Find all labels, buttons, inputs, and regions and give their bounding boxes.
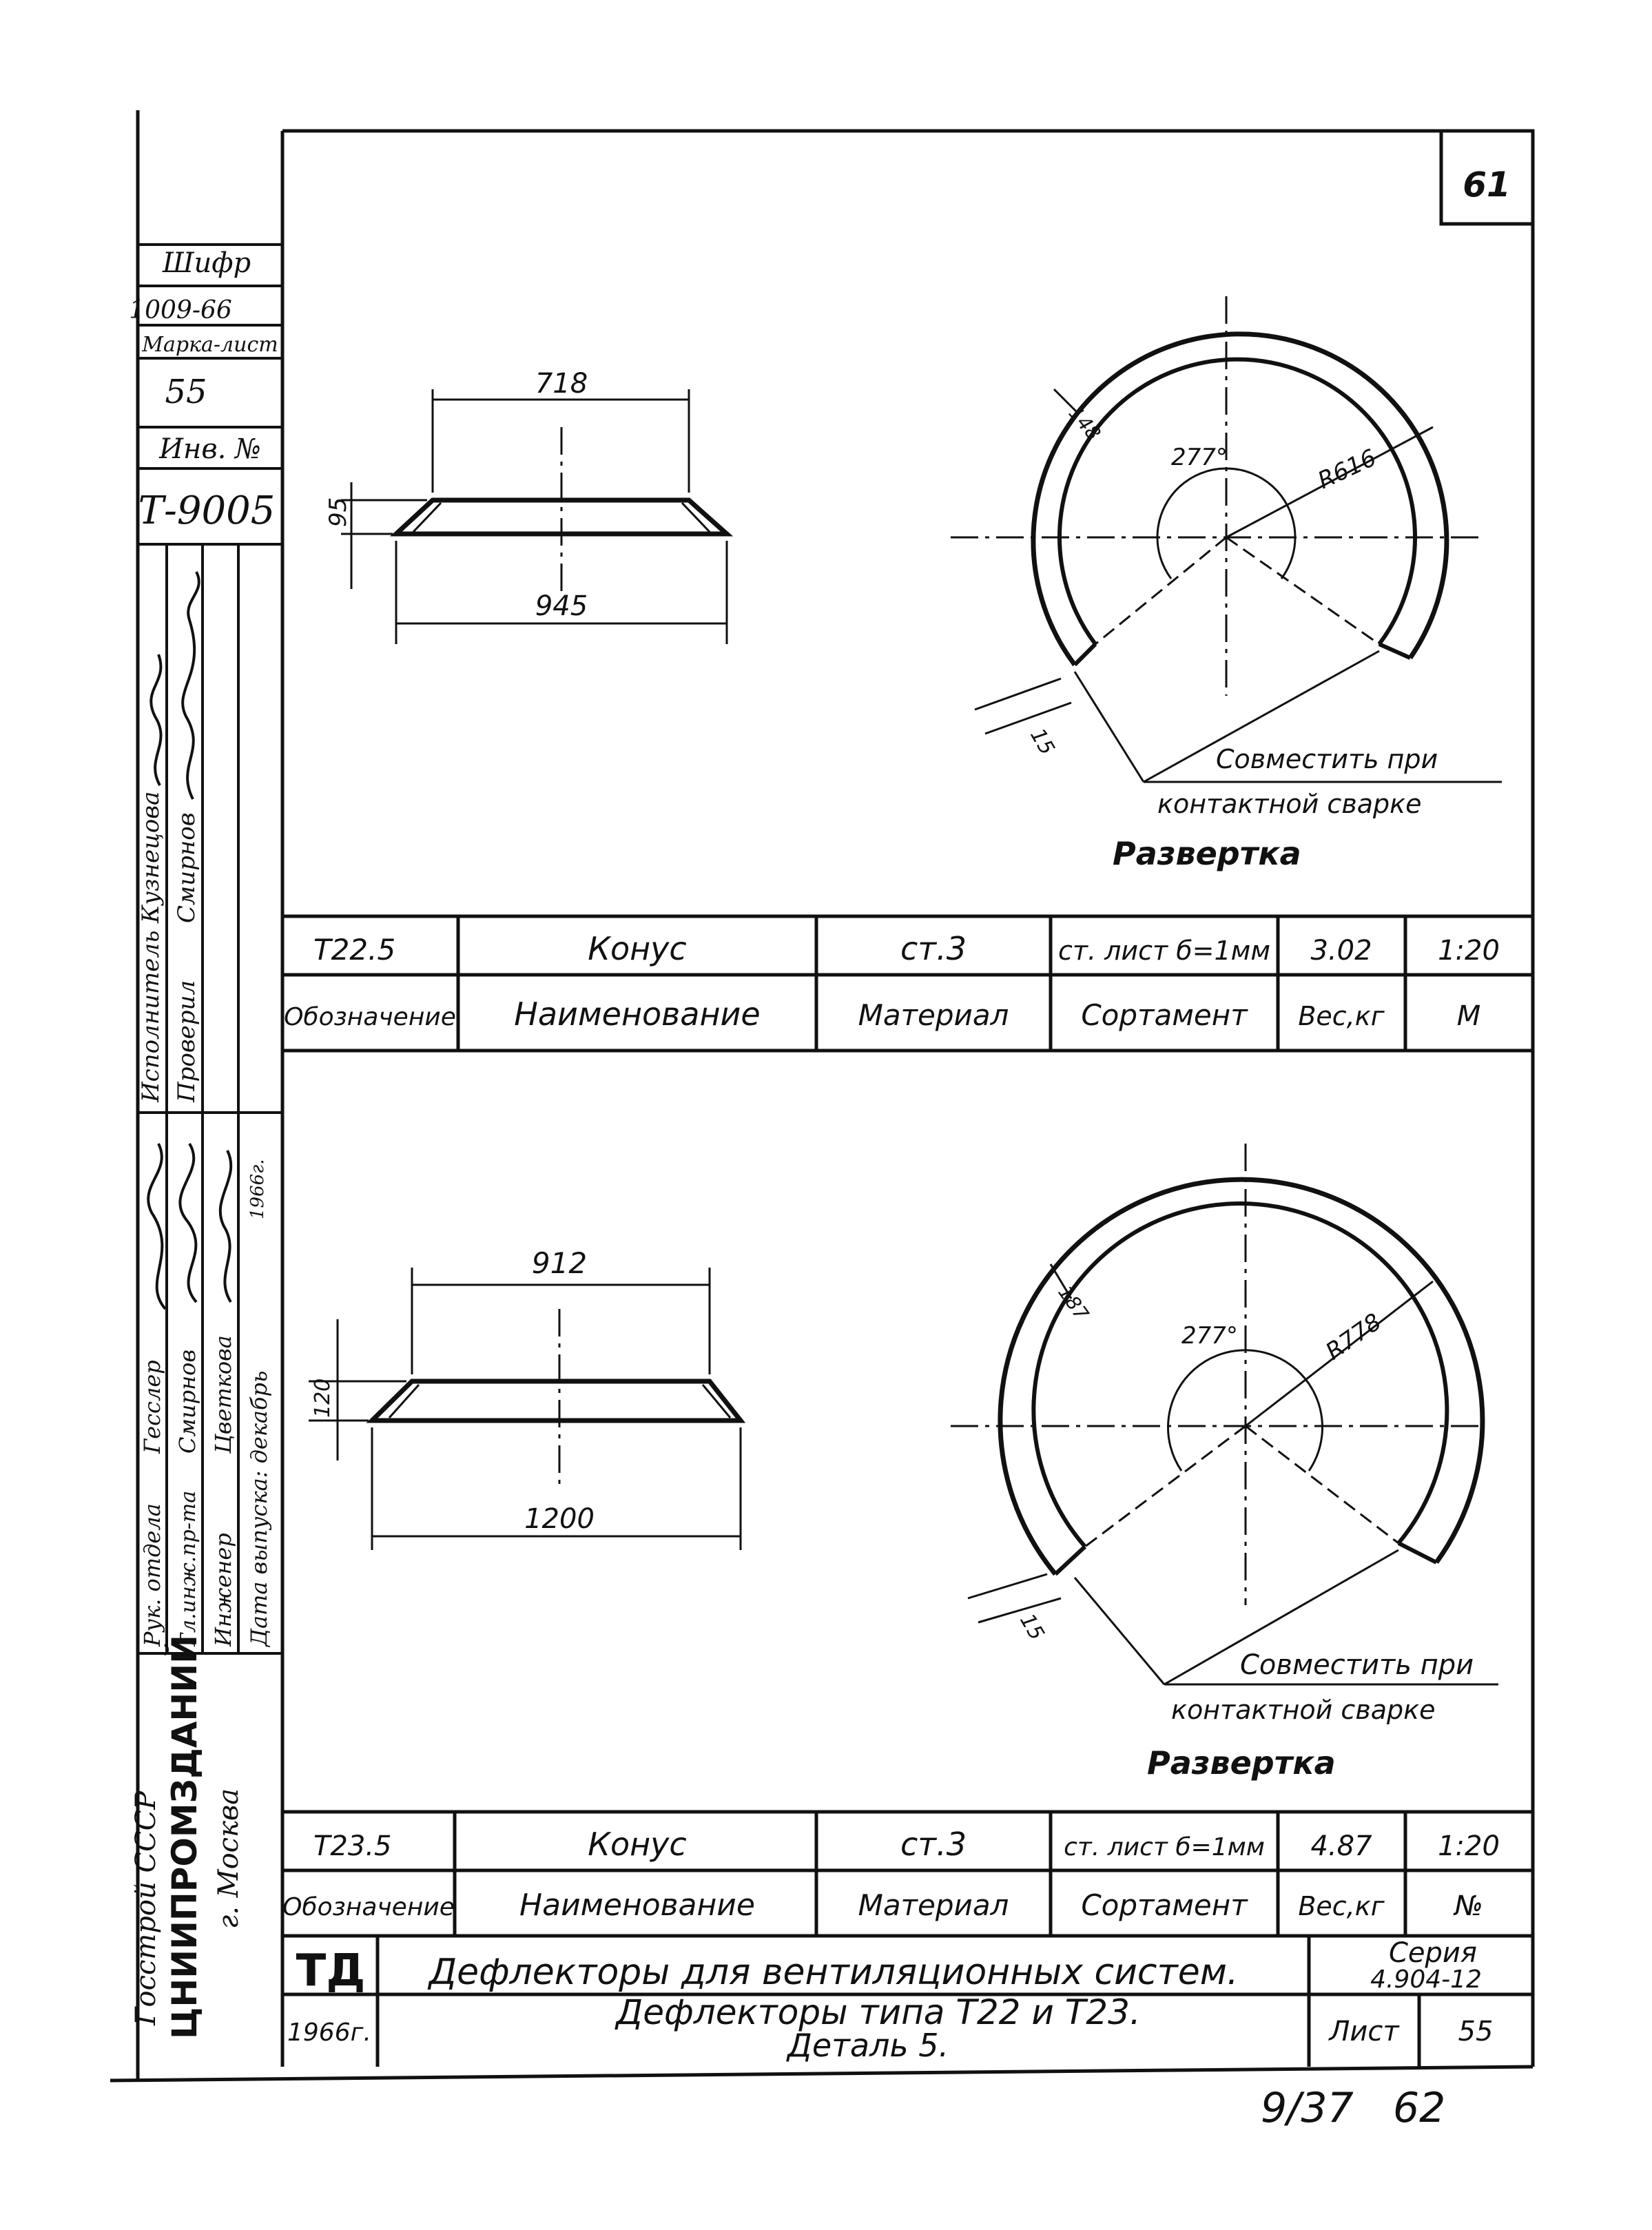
bottom-h-number: № (1454, 1890, 1483, 1922)
checked-label: Проверил (173, 980, 200, 1102)
title-main: Дефлекторы для вентиляционных систем. (429, 1952, 1239, 1993)
dev-top-gap: 15 (1025, 724, 1060, 760)
bottom-sortament: ст. лист б=1мм (1064, 1833, 1265, 1861)
subtitle-line2: Деталь 5. (787, 2027, 949, 2064)
series-label: Серия (1389, 1937, 1477, 1969)
bottom-material: ст.3 (900, 1826, 967, 1863)
series-value: 4.904-12 (1370, 1965, 1482, 1994)
title-year: 1966г. (287, 2019, 371, 2047)
bottom-name: Конус (588, 1826, 687, 1863)
cone-bottom-height-label: 120 (311, 1378, 335, 1418)
dev-bottom-ring-width: 187 (1053, 1281, 1093, 1325)
top-h-weight: Вес,кг (1298, 1001, 1385, 1031)
engineer-label: Инженер (210, 1533, 236, 1646)
release-year: 1966г. (247, 1159, 268, 1219)
top-h-sortament: Сортамент (1081, 998, 1248, 1032)
dev-top-ring-width: 148 (1064, 402, 1106, 445)
chief-eng-label: Гл.инж.пр-та (176, 1490, 200, 1646)
bottom-h-sortament: Сортамент (1081, 1888, 1248, 1922)
org-line3: г. Москва (213, 1788, 245, 1929)
top-h-number: М (1456, 1000, 1481, 1032)
chief-eng-name: Смирнов (174, 1349, 200, 1454)
bottom-h-material: Материал (858, 1888, 1009, 1922)
top-sortament: ст. лист б=1мм (1057, 936, 1271, 966)
top-weight: 3.02 (1310, 935, 1372, 967)
dev-top-razvertka: Развертка (1113, 835, 1301, 872)
top-h-material: Материал (858, 998, 1009, 1032)
development-top-drawing (951, 296, 1502, 782)
marka-value: 55 (165, 373, 207, 411)
dev-top-note-line2: контактной сварке (1157, 789, 1422, 819)
footer-mark: 9/37 62 (1261, 2084, 1446, 2132)
dev-top-note-line1: Совместить при (1216, 744, 1438, 774)
dev-bottom-razvertka: Развертка (1147, 1744, 1336, 1782)
cone-top-drawing (341, 389, 727, 644)
sheet-label: Лист (1329, 2016, 1399, 2047)
top-h-designation: Обозначение (284, 1003, 456, 1031)
cone-bottom-top-width-label: 912 (531, 1246, 588, 1280)
cone-bottom-bottom-width-label: 1200 (524, 1503, 595, 1535)
sheet-value: 55 (1458, 2016, 1494, 2047)
release-label: Дата выпуска: декабрь (246, 1370, 272, 1646)
engineer-name: Цветкова (210, 1335, 236, 1454)
bottom-weight: 4.87 (1310, 1830, 1372, 1862)
org-line2: ЦНИИПРОМЗДАНИЙ (165, 1635, 205, 2039)
td-mark: ТД (296, 1945, 366, 1996)
subtitle-line1: Дефлекторы типа Т22 и Т23. (616, 1992, 1141, 2032)
executor-label: Исполнитель (137, 930, 165, 1102)
dept-head-name: Гесслер (139, 1360, 165, 1454)
top-scale: 1:20 (1438, 935, 1500, 967)
cone-top-width-label: 718 (535, 368, 588, 400)
top-name: Конус (588, 930, 687, 967)
executor-name: Кузнецова (137, 791, 165, 923)
dept-head-label: Рук. отдела (139, 1503, 165, 1646)
corner-number: 61 (1463, 165, 1511, 205)
top-h-name: Наименование (514, 995, 761, 1033)
marka-label: Марка-лист (142, 333, 278, 357)
dev-bottom-gap: 15 (1015, 1609, 1049, 1645)
bottom-designation: Т23.5 (313, 1830, 392, 1862)
top-designation: Т22.5 (313, 933, 396, 967)
top-material: ст.3 (900, 930, 967, 967)
checked-name: Смирнов (173, 812, 200, 923)
org-line1: Госстрой СССР (130, 1790, 162, 2025)
bottom-h-name: Наименование (519, 1888, 755, 1923)
dev-bottom-radius: R778 (1321, 1308, 1387, 1366)
bottom-h-designation: Обозначение (282, 1893, 455, 1921)
cone-bottom-width-label: 945 (535, 590, 588, 622)
dev-top-radius: R616 (1313, 444, 1381, 495)
sheet-frame (110, 110, 1533, 2081)
inv-label: Инв. № (159, 433, 261, 465)
cone-height-label: 95 (324, 497, 352, 527)
dev-bottom-note-line2: контактной сварке (1171, 1695, 1436, 1725)
inv-value: Т-9005 (138, 488, 276, 533)
bottom-h-weight: Вес,кг (1298, 1891, 1385, 1921)
dev-top-angle: 277° (1171, 444, 1228, 471)
shifr-value: 1009-66 (129, 296, 232, 324)
development-bottom-drawing (951, 1144, 1498, 1684)
bottom-scale: 1:20 (1438, 1830, 1500, 1862)
dev-bottom-note-line1: Совместить при (1240, 1649, 1474, 1681)
shifr-label: Шифр (162, 247, 251, 279)
dev-bottom-angle: 277° (1181, 1322, 1238, 1350)
